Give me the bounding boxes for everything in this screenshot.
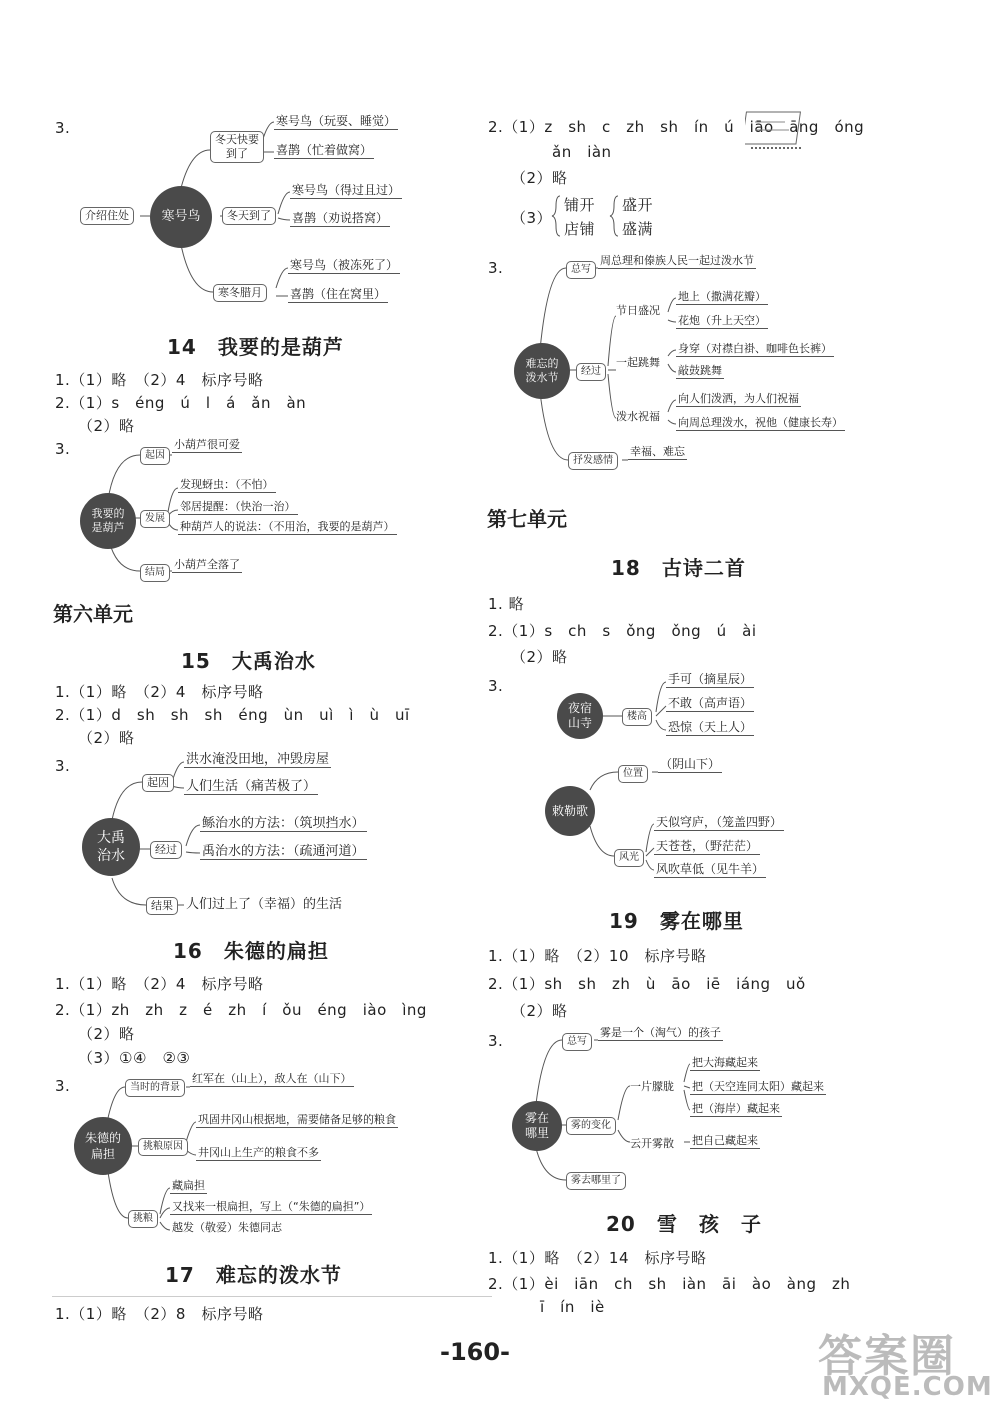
mindmap-subbranch: 一片朦胧: [630, 1080, 674, 1093]
lesson-title: 19 雾在哪里: [609, 909, 744, 933]
mindmap-branch: 总写: [566, 261, 596, 279]
mindmap-subbranch: 泼水祝福: [616, 410, 660, 423]
mindmap-leaf: 风吹草低（见牛羊）: [656, 862, 765, 876]
answer-line: （2）略: [78, 1025, 135, 1043]
lesson-title: 15 大禹治水: [181, 649, 316, 673]
mindmap-subbranch: 云开雾散: [630, 1137, 674, 1150]
mindmap-branch: 经过: [576, 363, 606, 381]
mindmap-branch: 冬天快要到了: [210, 131, 264, 163]
mindmap-leaf: 把（海岸）藏起来: [692, 1102, 780, 1115]
mindmap-leaf: 邻居提醒：（快治一治）: [180, 500, 296, 513]
mindmap-branch: 风光: [614, 849, 644, 867]
answer-line: 1.（1）略 （2）10 标序号略: [488, 947, 707, 965]
mindmap-leaf: 洪水淹没田地，冲毁房屋: [186, 752, 330, 767]
mindmap-leaf: 把自己藏起来: [692, 1134, 758, 1147]
mindmap-leaf: 向周总理泼水，祝他（健康长寿）: [678, 416, 843, 429]
question-number: 3.: [55, 1077, 71, 1095]
lesson-title: 14 我要的是葫芦: [167, 335, 344, 359]
mindmap-branch: 起因: [140, 447, 170, 465]
mindmap-subbranch: 节日盛况: [616, 304, 660, 317]
mindmap-leaf: 花炮（升上天空）: [678, 314, 766, 327]
question-number: 3.: [55, 440, 71, 458]
answer-line: 2.（1）zh zh z é zh í ǒu éng iào ìng: [55, 1001, 427, 1019]
mindmap-branch: 发展: [140, 510, 170, 528]
answer-line: （2）略: [511, 648, 568, 666]
mindmap-branch: 经过: [150, 841, 182, 859]
mindmap-branch: 结局: [140, 564, 170, 582]
mindmap-leaf: 又找来一根扁担，写上（“朱德的扁担”）: [172, 1200, 371, 1213]
mindmap-leaf: 禹治水的方法：（疏通河道）: [202, 844, 365, 859]
mindmap-branch: 结果: [146, 897, 178, 915]
answer-line: （2）略: [511, 1002, 568, 1020]
mindmap-branch: 当时的背景: [125, 1079, 185, 1097]
mindmap-leaf: 小葫芦全落了: [174, 558, 240, 571]
answer-line: （3）: [511, 209, 553, 227]
mindmap-center: 敕勒歌: [545, 786, 595, 836]
mindmap-leaf: 巩固井冈山根据地，需要储备足够的粮食: [198, 1113, 396, 1126]
answer-word: 铺开: [564, 196, 596, 214]
mindmap-leaf: 不敢（高声语）: [668, 696, 753, 710]
answer-line: 1.（1）略 （2）8 标序号略: [55, 1305, 264, 1323]
lesson-title: 18 古诗二首: [611, 556, 746, 580]
mindmap-center-label: 我要的是葫芦: [91, 507, 125, 534]
mindmap-leaf: 地上（撒满花瓣）: [678, 290, 766, 303]
answer-line: （2）略: [511, 169, 568, 187]
lesson-title: 16 朱德的扁担: [173, 939, 329, 963]
mindmap-leaf: 喜鹊（劝说搭窝）: [292, 211, 389, 225]
answer-line: 2.（1）z sh c zh sh ín ú iāo āng óng: [488, 118, 865, 136]
answer-line: （2）略: [78, 417, 135, 435]
mindmap-center-label: 难忘的泼水节: [525, 357, 559, 384]
watermark-url: MXQE.COM: [822, 1372, 993, 1402]
answer-line: ǎn iàn: [552, 143, 612, 161]
mindmap-leaf: 人们过上了（幸福）的生活: [186, 897, 343, 912]
answer-line: 2.（1）d sh sh sh éng ùn uì ì ù uī: [55, 706, 410, 724]
answer-line: （3）①④ ②③: [78, 1049, 191, 1067]
answer-line: （2）略: [78, 729, 135, 747]
page-number: -160-: [440, 1338, 511, 1366]
unit-heading: 第六单元: [53, 602, 133, 626]
mindmap-branch: 雾的变化: [566, 1117, 616, 1135]
mindmap-leaf: 周总理和傣族人民一起过泼水节: [600, 254, 754, 267]
answer-line: 1.（1）略 （2）4 标序号略: [55, 371, 264, 389]
mindmap-leaf: 天似穹庐，（笼盖四野）: [656, 815, 783, 829]
mindmap-leaf: 幸福、难忘: [630, 445, 685, 458]
question-number: 3.: [488, 259, 504, 277]
mindmap-leaf: 小葫芦很可爱: [174, 438, 240, 451]
mindmap-leaf: 身穿（对襟白褂、咖啡色长裤）: [678, 342, 832, 355]
mindmap-center-label: 夜宿山寺: [567, 701, 592, 730]
watermark-logo: 答案圈: [818, 1331, 956, 1382]
question-number: 3.: [55, 119, 71, 137]
mindmap-branch: 冬天到了: [222, 207, 276, 225]
mindmap-leaf: 藏扁担: [172, 1179, 205, 1192]
mindmap-leaf: 人们生活（痛苦极了）: [186, 779, 317, 794]
mindmap-branch: 雾去哪里了: [566, 1172, 626, 1190]
mindmap-branch: 楼高: [622, 708, 652, 726]
answer-line: 1. 略: [488, 595, 525, 613]
mindmap-leaf: 天苍苍，（野茫茫）: [656, 839, 759, 853]
question-number: 3.: [55, 757, 71, 775]
mindmap-center: [512, 1101, 562, 1151]
answer-word: 店铺: [564, 220, 596, 238]
mindmap-leaf: 寒号鸟（得过且过）: [292, 183, 401, 197]
mindmap-leaf: 雾是一个（淘气）的孩子: [600, 1026, 721, 1039]
unit-heading: 第七单元: [487, 507, 567, 531]
mindmap-branch: 挑粮原因: [138, 1138, 188, 1156]
mindmap-leaf: 寒号鸟（玩耍、睡觉）: [276, 114, 397, 128]
mindmap-leaf: 红军在（山上），敌人在（山下）: [192, 1072, 352, 1085]
mindmap-branch: 挑粮: [128, 1210, 158, 1228]
mindmap-subbranch: 一起跳舞: [616, 356, 660, 369]
mindmap-leaf: 发现蚜虫：（不怕）: [180, 478, 274, 491]
question-number: 3.: [488, 1032, 504, 1050]
mindmap-leaf: 恐惊（天上人）: [668, 720, 753, 734]
mindmap-leaf: 越发（敬爱）朱德同志: [172, 1221, 282, 1234]
mindmap-leaf: 把（天空连同太阳）藏起来: [692, 1080, 824, 1093]
mindmap-leaf: （阴山下）: [660, 757, 721, 771]
mindmap-center: 寒号鸟: [150, 186, 212, 248]
answer-line: 2.（1）sh sh zh ù āo iē iáng uǒ: [488, 975, 806, 993]
mindmap-branch: 抒发感情: [568, 452, 618, 470]
answer-line: 1.（1）略 （2）4 标序号略: [55, 683, 264, 701]
mindmap-leaf: 手可（摘星辰）: [668, 672, 753, 686]
answer-line: 2.（1）s ch s ǒng ǒng ú ài: [488, 622, 757, 640]
mindmap-leaf: 鲧治水的方法：（筑坝挡水）: [202, 816, 365, 831]
answer-word: 盛开: [622, 196, 654, 214]
mindmap-branch: 寒冬腊月: [213, 284, 267, 302]
lesson-title: 20 雪 孩 子: [606, 1212, 762, 1236]
mindmap-leaf: 喜鹊（住在窝里）: [290, 287, 387, 301]
mindmap-center-label: 雾在哪里: [524, 1111, 549, 1140]
mindmap-branch: 位置: [618, 765, 648, 783]
mindmap-node: 介绍住处: [80, 207, 134, 225]
mindmap-branch: 起因: [142, 774, 174, 792]
mindmap-leaf: 向人们泼洒，为人们祝福: [678, 392, 799, 405]
mindmap-leaf: 井冈山上生产的粮食不多: [198, 1146, 319, 1159]
mindmap-center-label: 大禹治水: [97, 830, 125, 864]
question-number: 3.: [488, 677, 504, 695]
mindmap-leaf: 寒号鸟（被冻死了）: [290, 258, 399, 272]
answer-line: ī ín iè: [540, 1298, 605, 1316]
mindmap-leaf: 敲鼓跳舞: [678, 364, 722, 377]
answer-line: 1.（1）略 （2）4 标序号略: [55, 975, 264, 993]
mindmap-center-label: 朱德的扁担: [84, 1131, 121, 1161]
answer-line: 1.（1）略 （2）14 标序号略: [488, 1249, 707, 1267]
lesson-title: 17 难忘的泼水节: [165, 1263, 342, 1287]
mindmap-leaf: 喜鹊（忙着做窝）: [276, 143, 373, 157]
answer-line: 2.（1）èi iān ch sh iàn āi ào àng zh: [488, 1275, 851, 1293]
mindmap-leaf: 种葫芦人的说法：（不用治，我要的是葫芦）: [180, 520, 395, 533]
answer-line: 2.（1）s éng ú l á ǎn àn: [55, 394, 307, 412]
mindmap-branch: 总写: [562, 1033, 592, 1051]
mindmap-leaf: 把大海藏起来: [692, 1056, 758, 1069]
answer-word: 盛满: [622, 220, 654, 238]
